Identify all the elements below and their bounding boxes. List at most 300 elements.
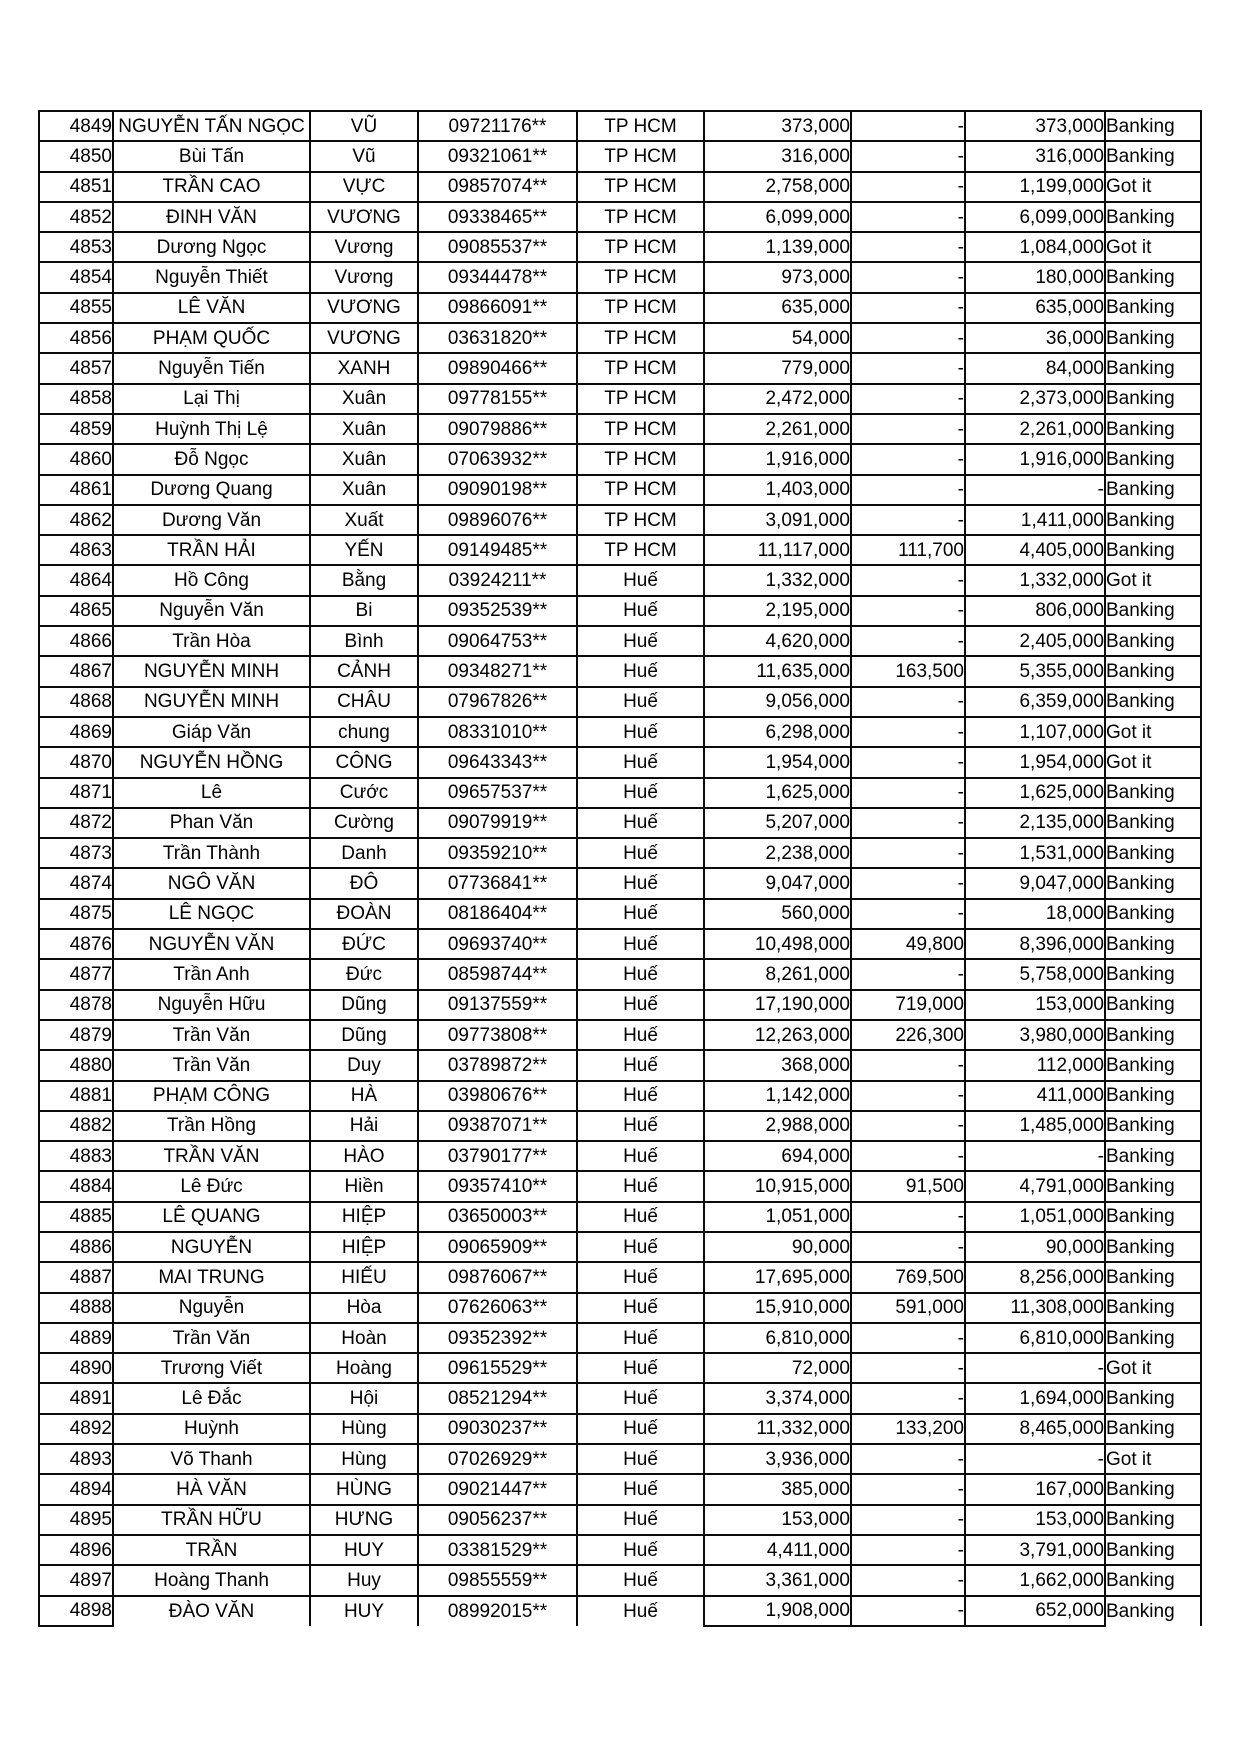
cell-status: Banking [1105, 1505, 1201, 1535]
cell-phone: 09352539** [418, 596, 577, 626]
cell-amount-1: 4,411,000 [704, 1535, 851, 1565]
cell-first-name: NGUYỄN VĂN [113, 929, 310, 959]
cell-city: TP HCM [577, 475, 704, 505]
cell-amount-1: 2,238,000 [704, 838, 851, 868]
cell-status: Banking [1105, 535, 1201, 565]
cell-city: Huế [577, 899, 704, 929]
table-row [39, 1474, 1201, 1504]
cell-amount-1: 3,361,000 [704, 1565, 851, 1595]
cell-id: 4849 [39, 111, 113, 141]
cell-last-name: HIẾU [310, 1262, 418, 1292]
cell-phone: 09079919** [418, 808, 577, 838]
cell-last-name: Xuất [310, 505, 418, 535]
cell-amount-3: 1,954,000 [965, 747, 1105, 777]
cell-phone: 09137559** [418, 990, 577, 1020]
cell-amount-1: 6,298,000 [704, 717, 851, 747]
table-row [39, 1535, 1201, 1565]
table-row [39, 1323, 1201, 1353]
cell-amount-1: 10,498,000 [704, 929, 851, 959]
cell-last-name: ĐOÀN [310, 899, 418, 929]
cell-first-name: Võ Thanh [113, 1444, 310, 1474]
cell-id: 4894 [39, 1474, 113, 1504]
cell-status: Banking [1105, 1171, 1201, 1201]
cell-amount-1: 2,261,000 [704, 414, 851, 444]
cell-amount-3: 1,531,000 [965, 838, 1105, 868]
cell-status: Banking [1105, 687, 1201, 717]
cell-phone: 09643343** [418, 747, 577, 777]
cell-amount-3: - [965, 1353, 1105, 1383]
cell-first-name: Dương Quang [113, 475, 310, 505]
cell-city: Huế [577, 1383, 704, 1413]
table-row [39, 202, 1201, 232]
cell-first-name: NGUYỄN [113, 1232, 310, 1262]
table-row [39, 1596, 1201, 1626]
cell-amount-2: - [851, 1050, 965, 1080]
cell-city: TP HCM [577, 444, 704, 474]
cell-id: 4877 [39, 959, 113, 989]
cell-status: Banking [1105, 353, 1201, 383]
cell-phone: 08992015** [418, 1596, 577, 1626]
cell-status: Banking [1105, 868, 1201, 898]
cell-last-name: VỰC [310, 172, 418, 202]
cell-phone: 03381529** [418, 1535, 577, 1565]
cell-phone: 09149485** [418, 535, 577, 565]
cell-id: 4879 [39, 1020, 113, 1050]
cell-id: 4866 [39, 626, 113, 656]
cell-amount-1: 3,374,000 [704, 1383, 851, 1413]
cell-amount-3: 180,000 [965, 262, 1105, 292]
cell-id: 4893 [39, 1444, 113, 1474]
cell-status: Banking [1105, 1596, 1201, 1626]
cell-phone: 07736841** [418, 868, 577, 898]
cell-status: Banking [1105, 778, 1201, 808]
table-row [39, 535, 1201, 565]
cell-phone: 03790177** [418, 1141, 577, 1171]
cell-amount-3: 6,810,000 [965, 1323, 1105, 1353]
cell-first-name: LÊ QUANG [113, 1202, 310, 1232]
cell-status: Banking [1105, 1293, 1201, 1323]
cell-last-name: Hùng [310, 1414, 418, 1444]
cell-amount-1: 779,000 [704, 353, 851, 383]
cell-first-name: ĐÀO VĂN [113, 1596, 310, 1626]
cell-amount-2: - [851, 475, 965, 505]
cell-status: Banking [1105, 111, 1201, 141]
cell-id: 4884 [39, 1171, 113, 1201]
cell-amount-2: - [851, 808, 965, 838]
cell-first-name: Bùi Tấn [113, 141, 310, 171]
cell-city: TP HCM [577, 384, 704, 414]
cell-first-name: Trần Anh [113, 959, 310, 989]
cell-amount-2: - [851, 1596, 965, 1626]
cell-status: Banking [1105, 1323, 1201, 1353]
cell-amount-1: 6,099,000 [704, 202, 851, 232]
cell-amount-1: 973,000 [704, 262, 851, 292]
cell-id: 4891 [39, 1383, 113, 1413]
cell-city: TP HCM [577, 323, 704, 353]
cell-amount-1: 1,916,000 [704, 444, 851, 474]
cell-phone: 08521294** [418, 1383, 577, 1413]
cell-id: 4873 [39, 838, 113, 868]
cell-amount-3: 1,332,000 [965, 565, 1105, 595]
table-row [39, 1444, 1201, 1474]
cell-city: Huế [577, 959, 704, 989]
cell-phone: 09021447** [418, 1474, 577, 1504]
cell-id: 4888 [39, 1293, 113, 1323]
cell-status: Got it [1105, 232, 1201, 262]
cell-amount-3: 11,308,000 [965, 1293, 1105, 1323]
cell-last-name: Huy [310, 1565, 418, 1595]
cell-amount-2: - [851, 1383, 965, 1413]
cell-amount-1: 15,910,000 [704, 1293, 851, 1323]
cell-first-name: NGUYỄN MINH [113, 687, 310, 717]
table-row [39, 353, 1201, 383]
cell-phone: 09348271** [418, 656, 577, 686]
cell-first-name: ĐINH VĂN [113, 202, 310, 232]
cell-city: Huế [577, 1171, 704, 1201]
cell-phone: 09866091** [418, 293, 577, 323]
cell-amount-3: 1,485,000 [965, 1111, 1105, 1141]
cell-first-name: Lê Đắc [113, 1383, 310, 1413]
cell-first-name: Trương Viết [113, 1353, 310, 1383]
cell-last-name: HUY [310, 1535, 418, 1565]
cell-amount-1: 316,000 [704, 141, 851, 171]
cell-id: 4868 [39, 687, 113, 717]
cell-status: Got it [1105, 1444, 1201, 1474]
cell-amount-1: 153,000 [704, 1505, 851, 1535]
cell-id: 4850 [39, 141, 113, 171]
cell-status: Banking [1105, 1474, 1201, 1504]
cell-amount-3: 3,791,000 [965, 1535, 1105, 1565]
cell-city: TP HCM [577, 111, 704, 141]
cell-first-name: Nguyễn Tiến [113, 353, 310, 383]
cell-phone: 09090198** [418, 475, 577, 505]
cell-city: Huế [577, 717, 704, 747]
cell-amount-2: - [851, 1081, 965, 1111]
cell-amount-1: 6,810,000 [704, 1323, 851, 1353]
cell-amount-3: - [965, 1141, 1105, 1171]
cell-status: Banking [1105, 414, 1201, 444]
cell-city: TP HCM [577, 172, 704, 202]
cell-amount-1: 1,139,000 [704, 232, 851, 262]
cell-id: 4857 [39, 353, 113, 383]
cell-city: Huế [577, 868, 704, 898]
cell-amount-3: 1,916,000 [965, 444, 1105, 474]
cell-amount-1: 635,000 [704, 293, 851, 323]
cell-status: Banking [1105, 1565, 1201, 1595]
cell-amount-2: 719,000 [851, 990, 965, 1020]
cell-amount-1: 10,915,000 [704, 1171, 851, 1201]
cell-city: Huế [577, 1293, 704, 1323]
cell-last-name: Hoàn [310, 1323, 418, 1353]
cell-city: Huế [577, 1565, 704, 1595]
cell-city: Huế [577, 990, 704, 1020]
cell-id: 4854 [39, 262, 113, 292]
cell-amount-3: 4,791,000 [965, 1171, 1105, 1201]
cell-status: Banking [1105, 475, 1201, 505]
cell-city: Huế [577, 1111, 704, 1141]
cell-last-name: Hải [310, 1111, 418, 1141]
cell-amount-3: 2,373,000 [965, 384, 1105, 414]
cell-amount-3: 806,000 [965, 596, 1105, 626]
cell-phone: 03650003** [418, 1202, 577, 1232]
cell-amount-2: 49,800 [851, 929, 965, 959]
cell-last-name: ĐÔ [310, 868, 418, 898]
cell-amount-2: - [851, 687, 965, 717]
cell-amount-1: 2,195,000 [704, 596, 851, 626]
cell-amount-3: 9,047,000 [965, 868, 1105, 898]
cell-last-name: XANH [310, 353, 418, 383]
cell-amount-2: 111,700 [851, 535, 965, 565]
cell-phone: 09857074** [418, 172, 577, 202]
cell-phone: 09890466** [418, 353, 577, 383]
cell-last-name: HÀ [310, 1081, 418, 1111]
table-row [39, 323, 1201, 353]
table-row [39, 565, 1201, 595]
cell-status: Banking [1105, 1111, 1201, 1141]
cell-amount-3: 1,662,000 [965, 1565, 1105, 1595]
cell-city: Huế [577, 656, 704, 686]
cell-last-name: HIỆP [310, 1232, 418, 1262]
cell-amount-2: 591,000 [851, 1293, 965, 1323]
table-row [39, 262, 1201, 292]
cell-amount-1: 9,056,000 [704, 687, 851, 717]
cell-first-name: Trần Văn [113, 1050, 310, 1080]
cell-last-name: Cường [310, 808, 418, 838]
cell-amount-2: - [851, 444, 965, 474]
cell-phone: 09721176** [418, 111, 577, 141]
table-row [39, 1232, 1201, 1262]
cell-amount-1: 385,000 [704, 1474, 851, 1504]
cell-phone: 09615529** [418, 1353, 577, 1383]
cell-last-name: Xuân [310, 414, 418, 444]
cell-amount-2: - [851, 1565, 965, 1595]
cell-amount-2: - [851, 1353, 965, 1383]
cell-amount-2: - [851, 172, 965, 202]
table-row [39, 717, 1201, 747]
table-row [39, 111, 1201, 141]
cell-status: Banking [1105, 959, 1201, 989]
table-row [39, 838, 1201, 868]
cell-first-name: NGÔ VĂN [113, 868, 310, 898]
cell-id: 4858 [39, 384, 113, 414]
cell-id: 4853 [39, 232, 113, 262]
cell-amount-3: 90,000 [965, 1232, 1105, 1262]
cell-amount-1: 11,117,000 [704, 535, 851, 565]
cell-first-name: Huỳnh Thị Lệ [113, 414, 310, 444]
cell-amount-2: - [851, 323, 965, 353]
cell-amount-2: - [851, 202, 965, 232]
cell-city: TP HCM [577, 293, 704, 323]
table-row [39, 868, 1201, 898]
cell-city: Huế [577, 1353, 704, 1383]
table-row [39, 1505, 1201, 1535]
cell-amount-2: - [851, 778, 965, 808]
cell-amount-3: 2,135,000 [965, 808, 1105, 838]
cell-city: Huế [577, 929, 704, 959]
cell-phone: 07967826** [418, 687, 577, 717]
cell-first-name: Trần Văn [113, 1020, 310, 1050]
cell-amount-1: 12,263,000 [704, 1020, 851, 1050]
cell-status: Banking [1105, 293, 1201, 323]
cell-amount-1: 17,695,000 [704, 1262, 851, 1292]
cell-phone: 03980676** [418, 1081, 577, 1111]
cell-last-name: Xuân [310, 475, 418, 505]
cell-city: TP HCM [577, 353, 704, 383]
cell-last-name: CÔNG [310, 747, 418, 777]
cell-id: 4887 [39, 1262, 113, 1292]
cell-first-name: LÊ NGỌC [113, 899, 310, 929]
cell-amount-2: - [851, 1444, 965, 1474]
cell-first-name: Lê [113, 778, 310, 808]
cell-status: Banking [1105, 596, 1201, 626]
cell-phone: 09359210** [418, 838, 577, 868]
table-row [39, 1202, 1201, 1232]
cell-amount-2: - [851, 899, 965, 929]
cell-city: Huế [577, 1323, 704, 1353]
cell-last-name: Bằng [310, 565, 418, 595]
cell-amount-2: - [851, 1535, 965, 1565]
cell-city: Huế [577, 1474, 704, 1504]
cell-first-name: Trần Văn [113, 1323, 310, 1353]
cell-last-name: Vương [310, 232, 418, 262]
cell-first-name: TRẦN [113, 1535, 310, 1565]
cell-id: 4883 [39, 1141, 113, 1171]
cell-amount-3: 8,465,000 [965, 1414, 1105, 1444]
cell-amount-3: 112,000 [965, 1050, 1105, 1080]
cell-last-name: Vũ [310, 141, 418, 171]
cell-status: Banking [1105, 899, 1201, 929]
cell-id: 4892 [39, 1414, 113, 1444]
cell-id: 4876 [39, 929, 113, 959]
cell-last-name: HƯNG [310, 1505, 418, 1535]
cell-id: 4890 [39, 1353, 113, 1383]
cell-status: Banking [1105, 929, 1201, 959]
cell-phone: 08331010** [418, 717, 577, 747]
cell-id: 4852 [39, 202, 113, 232]
table-row [39, 1081, 1201, 1111]
cell-amount-1: 11,332,000 [704, 1414, 851, 1444]
cell-city: TP HCM [577, 141, 704, 171]
cell-phone: 07626063** [418, 1293, 577, 1323]
cell-amount-1: 1,908,000 [704, 1596, 851, 1626]
cell-status: Got it [1105, 747, 1201, 777]
table-row [39, 414, 1201, 444]
cell-amount-2: - [851, 717, 965, 747]
cell-city: Huế [577, 1444, 704, 1474]
table-row [39, 1383, 1201, 1413]
cell-amount-2: - [851, 959, 965, 989]
cell-last-name: Hội [310, 1383, 418, 1413]
table-row [39, 747, 1201, 777]
cell-amount-2: - [851, 626, 965, 656]
cell-status: Banking [1105, 1383, 1201, 1413]
cell-last-name: VƯƠNG [310, 293, 418, 323]
cell-amount-1: 368,000 [704, 1050, 851, 1080]
cell-phone: 09855559** [418, 1565, 577, 1595]
cell-phone: 09064753** [418, 626, 577, 656]
cell-first-name: NGUYỄN HỒNG [113, 747, 310, 777]
cell-status: Banking [1105, 384, 1201, 414]
table-row [39, 1020, 1201, 1050]
cell-id: 4867 [39, 656, 113, 686]
cell-amount-2: - [851, 565, 965, 595]
cell-first-name: Nguyễn [113, 1293, 310, 1323]
cell-id: 4869 [39, 717, 113, 747]
cell-city: TP HCM [577, 535, 704, 565]
cell-first-name: Hồ Công [113, 565, 310, 595]
cell-id: 4881 [39, 1081, 113, 1111]
cell-city: Huế [577, 1050, 704, 1080]
cell-phone: 09778155** [418, 384, 577, 414]
cell-city: Huế [577, 626, 704, 656]
cell-amount-2: 769,500 [851, 1262, 965, 1292]
cell-id: 4882 [39, 1111, 113, 1141]
cell-id: 4898 [39, 1596, 113, 1626]
cell-phone: 09896076** [418, 505, 577, 535]
cell-id: 4865 [39, 596, 113, 626]
cell-amount-1: 2,758,000 [704, 172, 851, 202]
cell-amount-2: - [851, 1505, 965, 1535]
cell-last-name: ĐỨC [310, 929, 418, 959]
cell-city: Huế [577, 596, 704, 626]
cell-amount-3: 4,405,000 [965, 535, 1105, 565]
cell-first-name: Nguyễn Hữu [113, 990, 310, 1020]
cell-first-name: Trần Hòa [113, 626, 310, 656]
cell-amount-3: 167,000 [965, 1474, 1105, 1504]
cell-first-name: HÀ VĂN [113, 1474, 310, 1504]
spreadsheet-table-region [38, 110, 1202, 1627]
table-row [39, 1353, 1201, 1383]
cell-amount-1: 1,332,000 [704, 565, 851, 595]
cell-phone: 08186404** [418, 899, 577, 929]
cell-first-name: PHẠM CÔNG [113, 1081, 310, 1111]
cell-first-name: Dương Ngọc [113, 232, 310, 262]
cell-last-name: chung [310, 717, 418, 747]
cell-amount-3: 5,355,000 [965, 656, 1105, 686]
cell-id: 4886 [39, 1232, 113, 1262]
cell-city: TP HCM [577, 505, 704, 535]
cell-amount-1: 694,000 [704, 1141, 851, 1171]
cell-status: Banking [1105, 1050, 1201, 1080]
cell-status: Banking [1105, 141, 1201, 171]
cell-amount-2: - [851, 596, 965, 626]
cell-amount-3: 36,000 [965, 323, 1105, 353]
cell-id: 4897 [39, 1565, 113, 1595]
cell-id: 4875 [39, 899, 113, 929]
cell-last-name: Hoàng [310, 1353, 418, 1383]
cell-id: 4880 [39, 1050, 113, 1080]
cell-status: Got it [1105, 1353, 1201, 1383]
cell-amount-3: 8,396,000 [965, 929, 1105, 959]
cell-status: Banking [1105, 1081, 1201, 1111]
cell-city: Huế [577, 1020, 704, 1050]
cell-status: Banking [1105, 1414, 1201, 1444]
cell-amount-3: 6,099,000 [965, 202, 1105, 232]
table-row [39, 778, 1201, 808]
cell-amount-1: 72,000 [704, 1353, 851, 1383]
cell-amount-2: - [851, 1474, 965, 1504]
cell-phone: 03631820** [418, 323, 577, 353]
cell-first-name: Trần Thành [113, 838, 310, 868]
cell-amount-2: - [851, 384, 965, 414]
cell-amount-3: - [965, 475, 1105, 505]
cell-status: Banking [1105, 505, 1201, 535]
cell-amount-3: 2,261,000 [965, 414, 1105, 444]
cell-first-name: LÊ VĂN [113, 293, 310, 323]
cell-first-name: Huỳnh [113, 1414, 310, 1444]
cell-status: Got it [1105, 172, 1201, 202]
cell-amount-3: 8,256,000 [965, 1262, 1105, 1292]
